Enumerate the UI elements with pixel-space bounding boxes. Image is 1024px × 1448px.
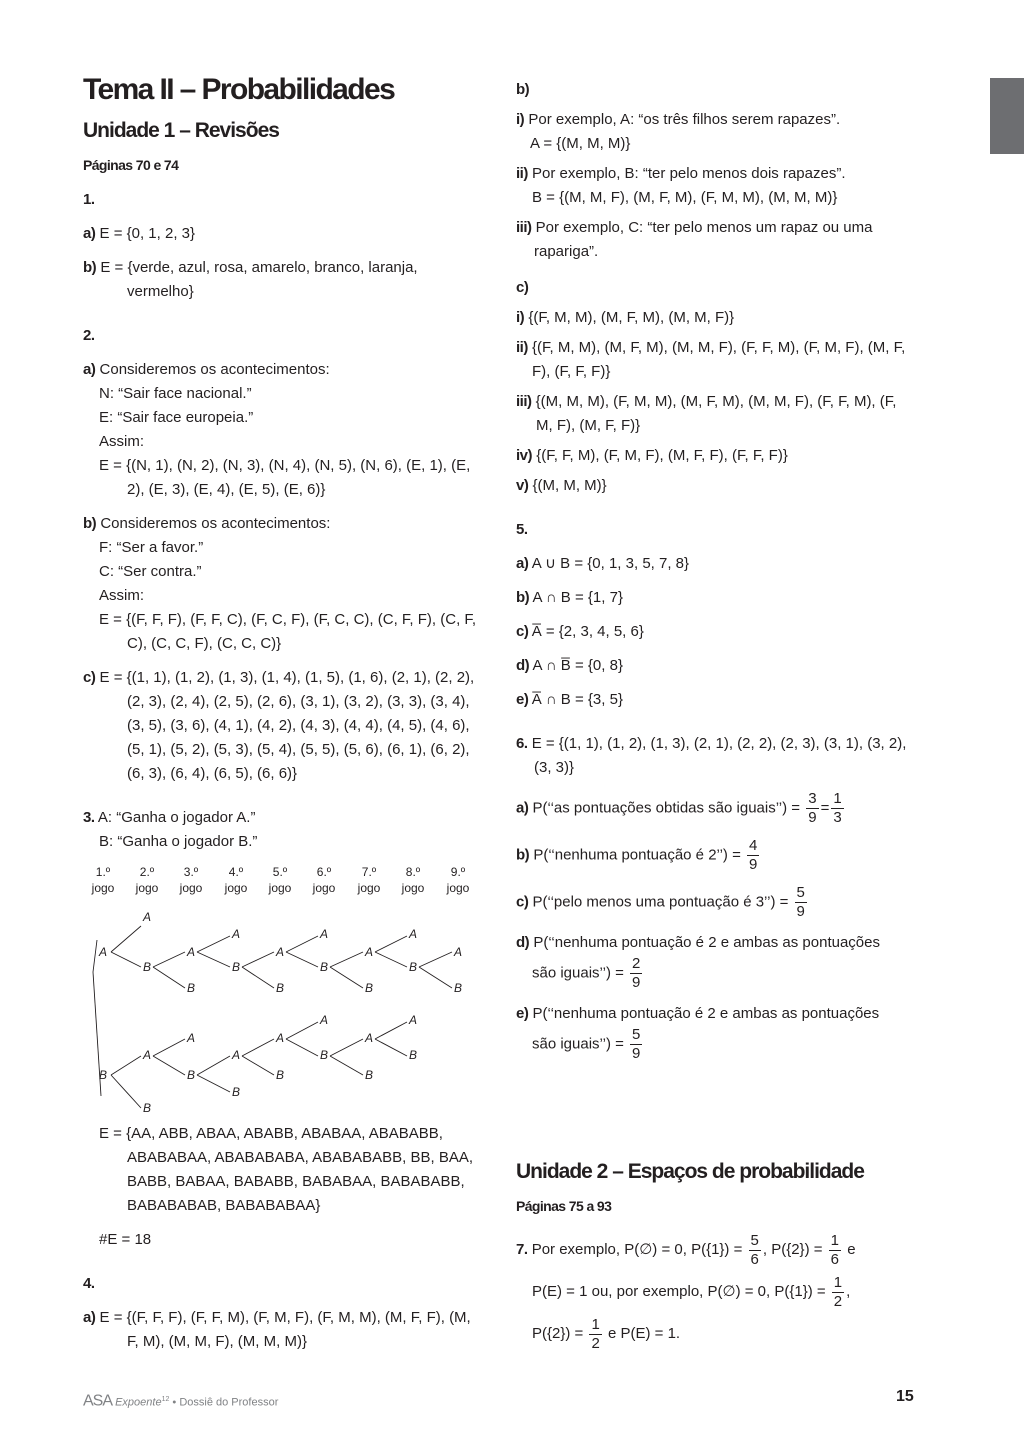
exercise-6a bbox=[516, 790, 914, 827]
answer-text: {(M, M, M)} bbox=[532, 477, 607, 494]
book-grade: 12 bbox=[161, 1396, 170, 1403]
exercise-3 bbox=[83, 806, 479, 854]
exercise-5b bbox=[516, 586, 914, 610]
answer-text: E = {(1, 1), (1, 2), (1, 3), (2, 1), (2, 2), (2, 3), (3, 1), (3, 2), (3, 3)} bbox=[531, 735, 907, 776]
answer-line: E = {(F, F, F), (F, F, C), (F, C, F), (F, C, C), (C, F, F), (C, F, C), (C, C, F), (C, C, C)} bbox=[99, 611, 477, 652]
answer-text: {(M, M, M), (F, M, M), (M, F, M), (M, M, F), (F, F, M), (F, M, F), (M, F, F)} bbox=[535, 393, 897, 434]
answer-text: {(F, M, M), (M, F, M), (M, M, F), (F, F, M), (F, M, F), (M, F, F), (F, F, F)} bbox=[532, 339, 906, 380]
denominator: 3 bbox=[833, 809, 842, 826]
label: c) bbox=[83, 669, 96, 686]
answer-line: Assim: bbox=[99, 433, 144, 450]
exercise-2c bbox=[83, 666, 479, 786]
answer-line: E = {(N, 1), (N, 2), (N, 3), (N, 4), (N, 5), (N, 6), (E, 1), (E, 2), (E, 3), (E, 4), (E, 5), (E, 6)} bbox=[99, 457, 471, 498]
game-header-label: jogo bbox=[224, 881, 248, 895]
unit2-pages: Páginas 75 a 93 bbox=[516, 1198, 612, 1214]
game-header-number: 4.º bbox=[228, 865, 244, 879]
answer-text: E = {(1, 1), (1, 2), (1, 3), (1, 4), (1, 5), (1, 6), (2, 1), (2, 2), (2, 3), (2, 4), (2, 5), (2, 6), (3, 1), (3, 2), (3, 3), (3, 4), (3, 5), (3, 6), (4, 1), (4, 2), (4, 3), (4, 4), (4, 5), (4, 6), (5, 1), (5, 2), (5, 3), (5, 4), (5, 5), (5, 6), (6, 1), (6, 2), (6, 3), (6, 4), (6, 5), (6, 6)} bbox=[99, 669, 475, 782]
tree-node-a: A bbox=[319, 1013, 329, 1027]
unit1-pages: Páginas 70 e 74 bbox=[83, 157, 179, 173]
exercise-5c bbox=[516, 620, 914, 644]
answer-text: , P({2}) = bbox=[762, 1241, 823, 1258]
tree-node-b: B bbox=[275, 981, 285, 995]
page-number: 15 bbox=[896, 1388, 914, 1405]
fraction bbox=[589, 1316, 601, 1353]
answer-line: N: “Sair face nacional.” bbox=[99, 385, 252, 402]
exercise-4c-v bbox=[516, 474, 914, 498]
tree-node-b: B bbox=[364, 1068, 374, 1082]
tree-node-b: B bbox=[231, 1085, 241, 1099]
tree-node-a: A bbox=[364, 1031, 374, 1045]
tree-branch bbox=[419, 967, 452, 988]
exercise-6c bbox=[516, 884, 914, 921]
numerator: 1 bbox=[833, 1273, 843, 1291]
numerator: 5 bbox=[750, 1231, 759, 1249]
exercise-6b bbox=[516, 837, 914, 874]
label: a) bbox=[516, 799, 529, 817]
label: a) bbox=[516, 555, 529, 572]
answer-line: E: “Sair face europeia.” bbox=[99, 409, 254, 426]
tree-node-a: A bbox=[231, 927, 241, 941]
answer-line: P(‘‘nenhuma pontuação é 2 e ambas as pontuações bbox=[532, 1005, 880, 1022]
exercise-4b-i bbox=[516, 108, 914, 156]
tree-branch bbox=[330, 1056, 363, 1075]
tree-node-a: A bbox=[364, 945, 374, 959]
right-column bbox=[516, 78, 914, 1355]
answer-text: e P(E) = 1. bbox=[607, 1325, 681, 1342]
tree-node-b: B bbox=[408, 1048, 418, 1062]
game-header-label: jogo bbox=[179, 881, 203, 895]
answer-line: são iguais’’) = bbox=[532, 1035, 624, 1053]
exercise-7-number: 7. bbox=[516, 1241, 528, 1258]
denominator: 9 bbox=[632, 1045, 641, 1062]
label: iv) bbox=[516, 447, 533, 464]
answer-text: {(F, F, M), (F, M, F), (M, F, F), (F, F, F)} bbox=[536, 447, 788, 464]
answer-line: F: “Ser a favor.” bbox=[99, 539, 204, 556]
answer-text: P(‘‘nenhuma pontuação é 2’’) = bbox=[533, 846, 741, 864]
label: a) bbox=[83, 225, 96, 242]
answer-text: P(‘‘pelo menos uma pontuação é 3’’) = bbox=[532, 893, 789, 911]
label: c) bbox=[516, 623, 529, 640]
tree-branch bbox=[375, 1022, 407, 1039]
label: e) bbox=[516, 1005, 529, 1022]
tree-node-b: B bbox=[231, 960, 241, 974]
tree-branch bbox=[286, 1022, 318, 1039]
game-header-label: jogo bbox=[312, 881, 336, 895]
label: ii) bbox=[516, 339, 528, 356]
numerator: 1 bbox=[833, 790, 842, 807]
fraction bbox=[829, 1232, 841, 1269]
tree-branch bbox=[111, 1075, 141, 1108]
denominator: 9 bbox=[796, 903, 805, 920]
tree-branch bbox=[375, 936, 407, 952]
game-header-label: jogo bbox=[401, 881, 425, 895]
answer-line: Por exemplo, B: “ter pelo menos dois rapazes”. bbox=[532, 165, 846, 182]
tree-node-a: A bbox=[453, 945, 463, 959]
game-header-label: jogo bbox=[135, 881, 159, 895]
tree-node-b: B bbox=[142, 1101, 152, 1114]
tree-branch bbox=[93, 940, 97, 972]
numerator: 5 bbox=[632, 1026, 641, 1043]
fraction bbox=[749, 1232, 761, 1269]
label: iii) bbox=[516, 219, 532, 236]
answer-text: E = {verde, azul, rosa, amarelo, branco, laranja, vermelho} bbox=[100, 259, 418, 300]
fraction bbox=[747, 837, 759, 874]
numerator: 4 bbox=[749, 837, 758, 854]
exercise-6e bbox=[516, 1002, 914, 1063]
tree-node-a: A bbox=[275, 1031, 285, 1045]
game-header-number: 1.º bbox=[95, 865, 111, 879]
tree-branch bbox=[111, 952, 141, 967]
tree-node-b: B bbox=[319, 960, 329, 974]
tree-node-a: A bbox=[186, 945, 196, 959]
exercise-2a bbox=[83, 358, 479, 502]
fraction bbox=[630, 1026, 642, 1063]
tree-node-b: B bbox=[275, 1068, 285, 1082]
label: d) bbox=[516, 657, 530, 674]
tree-branch bbox=[197, 936, 230, 952]
answer-text: {(F, M, M), (M, F, M), (M, M, F)} bbox=[528, 309, 735, 326]
exercise-5d bbox=[516, 654, 914, 678]
tree-branch bbox=[197, 1075, 230, 1092]
tree-branch bbox=[330, 967, 363, 988]
tree-node-b: B bbox=[319, 1048, 329, 1062]
tree-branch bbox=[242, 1039, 274, 1056]
tree-node-a: A bbox=[186, 1031, 196, 1045]
tree-node-a: A bbox=[408, 1013, 418, 1027]
tree-branch bbox=[153, 1039, 185, 1056]
game-tree-diagram bbox=[83, 864, 479, 1114]
numerator: 3 bbox=[808, 790, 817, 807]
label: c) bbox=[516, 893, 529, 911]
answer-text: E = {0, 1, 2, 3} bbox=[99, 225, 196, 242]
tree-node-a: A bbox=[319, 927, 329, 941]
tree-node-b: B bbox=[142, 960, 152, 974]
tree-node-b: B bbox=[453, 981, 463, 995]
tree-branch bbox=[286, 936, 318, 952]
book-subtitle: • Dossiê do Professor bbox=[172, 1396, 279, 1409]
tree-branch bbox=[330, 1039, 363, 1056]
footer-brand bbox=[83, 1388, 278, 1415]
game-header-number: 8.º bbox=[405, 865, 421, 879]
game-header-label: jogo bbox=[446, 881, 470, 895]
tree-node-a: A bbox=[142, 910, 152, 924]
label: b) bbox=[83, 515, 97, 532]
label: i) bbox=[516, 309, 525, 326]
tree-node-a: A bbox=[408, 927, 418, 941]
fraction bbox=[806, 790, 818, 827]
answer-text: P(E) = 1 ou, por exemplo, P(∅) = 0, P({1}) = bbox=[532, 1283, 826, 1300]
exercise-3-set: E = {AA, ABB, ABAA, ABABB, ABABAA, ABABABB, ABABABAA, ABABABABA, ABABABABB, BB, BAA, BABB, BABAA, BABABB, BABABAA, BABABABB, BABABABAB, BABABABAA} bbox=[99, 1125, 474, 1214]
tree-branch bbox=[375, 1039, 407, 1056]
exercise-4c-label: c) bbox=[516, 279, 529, 296]
tree-node-a: A bbox=[98, 945, 108, 959]
numerator: 2 bbox=[632, 955, 641, 972]
answer-line: A = {(M, M, M)} bbox=[530, 135, 631, 152]
left-column bbox=[83, 68, 479, 1364]
answer-line: Assim: bbox=[99, 587, 144, 604]
answer-text: P(‘‘as pontuações obtidas são iguais’’) = bbox=[532, 799, 801, 817]
denominator: 9 bbox=[808, 809, 817, 826]
numerator: 5 bbox=[796, 884, 805, 901]
tree-branch bbox=[242, 952, 274, 967]
tree-node-b: B bbox=[186, 1068, 196, 1082]
fraction bbox=[630, 955, 642, 992]
exercise-6d bbox=[516, 931, 914, 992]
denominator: 2 bbox=[591, 1334, 600, 1352]
game-header-label: jogo bbox=[357, 881, 381, 895]
game-header-label: jogo bbox=[268, 881, 292, 895]
tree-branch bbox=[153, 967, 185, 988]
answer-line: são iguais’’) = bbox=[532, 964, 624, 982]
numerator: 1 bbox=[591, 1315, 600, 1333]
tree-node-b: B bbox=[408, 960, 418, 974]
answer-text: Por exemplo, P(∅) = 0, P({1}) = bbox=[531, 1241, 743, 1258]
tree-branch bbox=[242, 967, 274, 988]
answer-text: A̅ = {2, 3, 4, 5, 6} bbox=[531, 623, 644, 640]
tree-branch bbox=[111, 1056, 141, 1075]
answer-text: A ∩ B̅ = {0, 8} bbox=[532, 657, 623, 674]
answer-text: A̅ ∩ B = {3, 5} bbox=[531, 691, 623, 708]
answer-line: P(‘‘nenhuma pontuação é 2 e ambas as pontuações bbox=[533, 934, 880, 951]
denominator: 6 bbox=[750, 1250, 759, 1268]
unit1-title: Unidade 1 – Revisões bbox=[83, 119, 279, 142]
exercise-4c-iv bbox=[516, 444, 914, 468]
answer-line: B = {(M, M, F), (M, F, M), (F, M, M), (M, M, M)} bbox=[532, 189, 838, 206]
equals-sign: = bbox=[820, 799, 830, 817]
exercise-3-count: #E = 18 bbox=[99, 1231, 152, 1248]
denominator: 9 bbox=[632, 974, 641, 991]
exercise-1-number: 1. bbox=[83, 191, 95, 208]
answer-text: Por exemplo, C: “ter pelo menos um rapaz ou uma rapariga”. bbox=[534, 219, 873, 260]
exercise-4-number: 4. bbox=[83, 1275, 95, 1292]
game-header-number: 9.º bbox=[450, 865, 466, 879]
denominator: 9 bbox=[749, 856, 758, 873]
label: v) bbox=[516, 477, 529, 494]
exercise-3-number: 3. bbox=[83, 809, 95, 826]
tree-branch bbox=[375, 952, 407, 967]
game-header-number: 2.º bbox=[139, 865, 155, 879]
exercise-6-number: 6. bbox=[516, 735, 528, 752]
exercise-1a bbox=[83, 222, 479, 246]
label: b) bbox=[516, 589, 530, 606]
tree-branch bbox=[286, 1039, 318, 1056]
fraction bbox=[832, 1274, 844, 1311]
label: i) bbox=[516, 111, 525, 128]
label: b) bbox=[83, 259, 97, 276]
tree-branch bbox=[286, 952, 318, 967]
exercise-5a bbox=[516, 552, 914, 576]
tree-branch bbox=[197, 952, 230, 967]
exercise-4c-ii bbox=[516, 336, 914, 384]
exercise-4b-ii bbox=[516, 162, 914, 210]
answer-text: P({2}) = bbox=[532, 1325, 584, 1342]
exercise-4c-iii bbox=[516, 390, 914, 438]
label: iii) bbox=[516, 393, 532, 410]
tree-node-b: B bbox=[364, 981, 374, 995]
unit2-title: Unidade 2 – Espaços de probabilidade bbox=[516, 1160, 864, 1183]
tree-branch bbox=[330, 952, 363, 967]
tree-branch bbox=[197, 1056, 230, 1075]
game-header-number: 5.º bbox=[272, 865, 288, 879]
game-header-number: 7.º bbox=[361, 865, 377, 879]
event-a-line: A: “Ganha o jogador A.” bbox=[97, 809, 256, 826]
fraction bbox=[831, 790, 843, 827]
event-b-line: B: “Ganha o jogador B.” bbox=[99, 833, 258, 850]
exercise-5-number: 5. bbox=[516, 521, 528, 538]
theme-title: Tema II – Probabilidades bbox=[83, 73, 395, 106]
tree-branch bbox=[153, 1056, 185, 1075]
numerator: 1 bbox=[830, 1231, 840, 1249]
tree-branch bbox=[419, 952, 452, 967]
exercise-2-number: 2. bbox=[83, 327, 95, 344]
label: ii) bbox=[516, 165, 528, 182]
answer-text: e bbox=[847, 1241, 856, 1258]
denominator: 2 bbox=[833, 1292, 843, 1310]
game-header-label: jogo bbox=[91, 881, 115, 895]
label: a) bbox=[83, 361, 96, 378]
label: e) bbox=[516, 691, 529, 708]
fraction bbox=[795, 884, 807, 921]
tree-node-a: A bbox=[275, 945, 285, 959]
publisher-logo: ASA bbox=[83, 1392, 113, 1410]
answer-text: E = {(F, F, F), (F, F, M), (F, M, F), (F, M, M), (M, F, F), (M, F, M), (M, M, F), (M, M, M)} bbox=[99, 1309, 471, 1350]
denominator: 6 bbox=[830, 1250, 840, 1268]
answer-line: Consideremos os acontecimentos: bbox=[99, 361, 330, 378]
answer-line: Por exemplo, A: “os três filhos serem rapazes”. bbox=[528, 111, 841, 128]
tree-node-a: A bbox=[142, 1048, 152, 1062]
game-header-number: 3.º bbox=[183, 865, 199, 879]
exercise-5e bbox=[516, 688, 914, 712]
tree-branch bbox=[111, 926, 141, 952]
label: b) bbox=[516, 846, 530, 864]
answer-line: Consideremos os acontecimentos: bbox=[100, 515, 331, 532]
label: a) bbox=[83, 1309, 96, 1326]
exercise-4b-iii bbox=[516, 216, 914, 264]
book-title: Expoente bbox=[115, 1396, 162, 1409]
tree-node-b: B bbox=[186, 981, 196, 995]
answer-line: C: “Ser contra.” bbox=[99, 563, 202, 580]
exercise-4a bbox=[83, 1306, 479, 1354]
tree-node-a: A bbox=[231, 1048, 241, 1062]
label: d) bbox=[516, 934, 530, 951]
exercise-1b bbox=[83, 256, 479, 304]
exercise-4c-i bbox=[516, 306, 914, 330]
exercise-2b bbox=[83, 512, 479, 656]
answer-text: , bbox=[846, 1283, 851, 1300]
tree-node-b: B bbox=[98, 1068, 108, 1082]
tree-branch bbox=[242, 1056, 274, 1075]
section-tab-marker bbox=[990, 78, 1024, 154]
exercise-7 bbox=[516, 1229, 914, 1355]
exercise-6-set bbox=[490, 732, 914, 780]
game-header-number: 6.º bbox=[316, 865, 332, 879]
answer-text: A ∪ B = {0, 1, 3, 5, 7, 8} bbox=[531, 555, 690, 572]
answer-text: A ∩ B = {1, 7} bbox=[532, 589, 623, 606]
exercise-4b-label: b) bbox=[516, 81, 530, 98]
tree-branch bbox=[153, 952, 185, 967]
